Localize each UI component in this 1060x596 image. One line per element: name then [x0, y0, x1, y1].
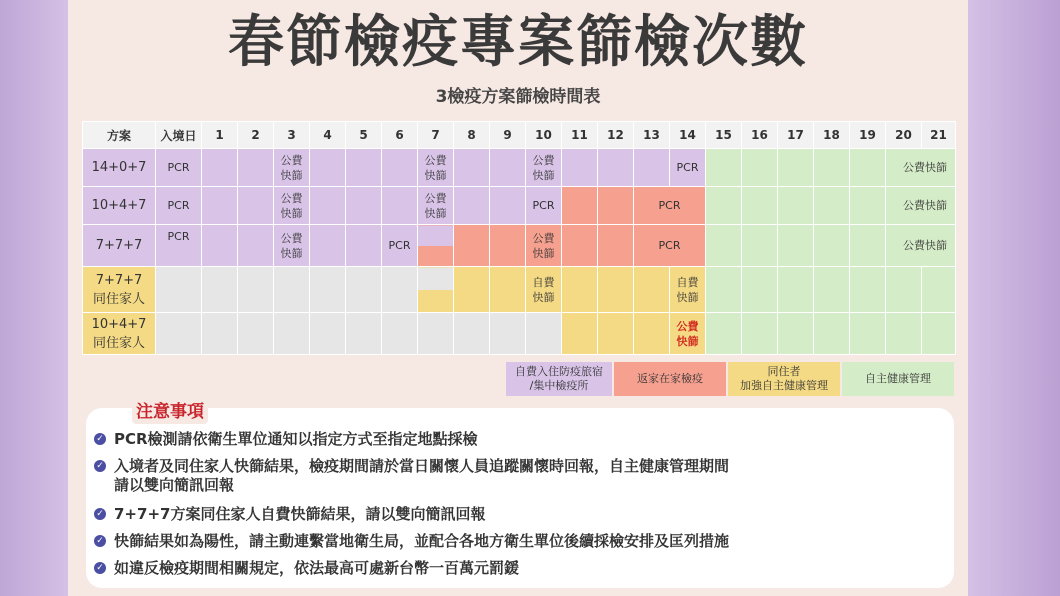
check-icon: ✓	[94, 433, 106, 445]
note-text: PCR檢測請依衛生單位通知以指定方式至指定地點採檢	[114, 430, 478, 448]
table-cell	[526, 149, 562, 187]
header-cell: 7	[418, 122, 454, 149]
legend-green-label: 自主健康管理	[865, 372, 931, 385]
table-cell-split	[418, 267, 454, 313]
public-label-2: 快篩	[676, 334, 699, 348]
legend-purple-line2: /集中檢疫所	[529, 379, 589, 392]
table-row	[83, 225, 956, 267]
table-cell	[850, 267, 886, 313]
table-cell	[742, 225, 778, 267]
table-cell	[156, 187, 202, 225]
self-label-2: 快篩	[676, 290, 699, 304]
note-text-cont: 請以雙向簡訊回報	[114, 476, 235, 494]
table-cell	[490, 225, 526, 267]
table-cell	[742, 267, 778, 313]
self-label-1: 自費	[532, 275, 555, 289]
public-label-1: 公費	[280, 153, 303, 167]
header-cell: 14	[670, 122, 706, 149]
table-cell	[346, 149, 382, 187]
public-label-full: 公費快篩	[903, 199, 947, 212]
table-cell	[706, 313, 742, 355]
table-cell	[490, 267, 526, 313]
table-cell	[850, 313, 886, 355]
table-cell	[778, 267, 814, 313]
table-cell	[742, 187, 778, 225]
right-background	[968, 0, 1060, 596]
table-cell	[346, 313, 382, 355]
table-cell	[742, 313, 778, 355]
table-cell	[634, 149, 670, 187]
table-cell	[814, 149, 850, 187]
table-cell	[562, 225, 598, 267]
poster	[68, 0, 968, 596]
table-cell	[706, 187, 742, 225]
table-cell	[526, 225, 562, 267]
legend-self-health	[842, 362, 954, 396]
public-label-2: 快篩	[280, 246, 303, 260]
self-label-2: 快篩	[532, 290, 555, 304]
table-cell	[562, 187, 598, 225]
table-cell	[238, 267, 274, 313]
header-cell: 1	[202, 122, 238, 149]
table-cell	[156, 267, 202, 313]
table-cell	[274, 267, 310, 313]
table-cell	[454, 149, 490, 187]
pcr-label: PCR	[658, 199, 681, 212]
table-cell	[454, 187, 490, 225]
public-label-1: 公費	[532, 231, 555, 245]
table-cell	[202, 313, 238, 355]
table-cell	[526, 313, 562, 355]
table-cell	[706, 225, 742, 267]
public-label-1: 公費	[424, 153, 447, 167]
public-label-2: 快篩	[424, 168, 447, 182]
note-item	[94, 532, 944, 551]
table-header-row	[83, 122, 956, 149]
row-label	[83, 313, 156, 355]
header-cell: 20	[886, 122, 922, 149]
table-cell	[922, 313, 956, 355]
table-cell	[202, 149, 238, 187]
pcr-label: PCR	[167, 161, 190, 174]
pcr-label: PCR	[167, 230, 190, 243]
pcr-label: PCR	[388, 239, 411, 252]
table-row	[83, 267, 956, 313]
header-cell: 6	[382, 122, 418, 149]
table-cell	[238, 225, 274, 267]
table-cell	[670, 267, 706, 313]
table-cell	[706, 267, 742, 313]
table-cell	[202, 187, 238, 225]
table-cell	[346, 267, 382, 313]
note-item	[94, 505, 944, 524]
pcr-label: PCR	[532, 199, 555, 212]
table-cell	[310, 187, 346, 225]
header-cell: 5	[346, 122, 382, 149]
table-cell	[382, 187, 418, 225]
table-cell	[598, 187, 634, 225]
table-cell	[490, 313, 526, 355]
legend-purple-line1: 自費入住防疫旅宿	[515, 365, 603, 378]
table-cell	[886, 267, 922, 313]
table-cell	[202, 267, 238, 313]
table-cell	[778, 313, 814, 355]
public-label-2: 快篩	[280, 206, 303, 220]
table-cell	[634, 267, 670, 313]
pcr-label: PCR	[167, 199, 190, 212]
note-text: 快篩結果如為陽性，請主動連繫當地衛生局，並配合各地方衛生單位後續採檢安排及匡列措施	[114, 532, 730, 550]
table-cell	[598, 149, 634, 187]
check-icon: ✓	[94, 562, 106, 574]
table-cell	[274, 149, 310, 187]
header-cell: 15	[706, 122, 742, 149]
header-cell: 17	[778, 122, 814, 149]
table-cell	[634, 225, 706, 267]
table-cell	[382, 313, 418, 355]
table-cell	[274, 313, 310, 355]
table-row	[83, 149, 956, 187]
table-cell	[382, 149, 418, 187]
table-cell	[814, 267, 850, 313]
table-cell	[778, 187, 814, 225]
row-label: 10+4+7	[83, 187, 156, 225]
table-cell	[238, 187, 274, 225]
table-cell	[238, 149, 274, 187]
table-cell	[274, 225, 310, 267]
public-label-2: 快篩	[280, 168, 303, 182]
table-cell	[346, 187, 382, 225]
page-title: 春節檢疫專案篩檢次數	[228, 10, 808, 75]
header-cell: 入境日	[156, 122, 202, 149]
row-label	[83, 267, 156, 313]
table-cell	[634, 187, 706, 225]
legend-cohabitant	[728, 362, 840, 396]
table-cell	[418, 187, 454, 225]
note-item	[94, 430, 944, 449]
table-cell	[598, 267, 634, 313]
table-cell	[670, 313, 706, 355]
table-cell	[310, 149, 346, 187]
public-label-1: 公費	[280, 191, 303, 205]
public-label-1: 公費	[280, 231, 303, 245]
public-label-1: 公費	[424, 191, 447, 205]
table-cell	[886, 225, 956, 267]
table-row	[83, 187, 956, 225]
table-cell	[886, 313, 922, 355]
legend-yellow-line2: 加強自主健康管理	[740, 379, 828, 392]
public-label-2: 快篩	[532, 246, 555, 260]
table-cell	[706, 149, 742, 187]
table-cell	[156, 313, 202, 355]
table-cell	[346, 225, 382, 267]
header-cell: 方案	[83, 122, 156, 149]
table-cell	[454, 267, 490, 313]
table-cell	[778, 225, 814, 267]
note-text: 入境者及同住家人快篩結果，檢疫期間請於當日關懷人員追蹤關懷時回報，自主健康管理期間	[114, 457, 730, 475]
header-cell: 12	[598, 122, 634, 149]
table-row	[83, 313, 956, 355]
table-cell	[310, 267, 346, 313]
table-cell	[490, 187, 526, 225]
left-background	[0, 0, 68, 596]
header-cell: 9	[490, 122, 526, 149]
table-cell	[274, 187, 310, 225]
notes-heading: 注意事項	[132, 400, 208, 424]
header-cell: 3	[274, 122, 310, 149]
table-cell	[562, 267, 598, 313]
table-cell	[310, 313, 346, 355]
row-label-line1: 7+7+7	[95, 272, 143, 288]
header-cell: 19	[850, 122, 886, 149]
check-icon: ✓	[94, 460, 106, 472]
row-label-line2: 同住家人	[92, 291, 145, 307]
table-cell	[156, 225, 202, 267]
legend-quarantine-hotel	[506, 362, 612, 396]
table-cell	[886, 187, 956, 225]
table-cell	[562, 149, 598, 187]
table-cell	[850, 149, 886, 187]
header-cell: 18	[814, 122, 850, 149]
table-cell	[310, 225, 346, 267]
table-cell	[886, 149, 956, 187]
table-cell	[526, 187, 562, 225]
table-cell	[922, 267, 956, 313]
table-cell	[742, 149, 778, 187]
table-cell	[598, 225, 634, 267]
notes-panel	[86, 402, 954, 588]
table-cell	[778, 149, 814, 187]
table-cell	[238, 313, 274, 355]
header-cell: 13	[634, 122, 670, 149]
table-cell	[598, 313, 634, 355]
table-cell	[418, 149, 454, 187]
public-label-full: 公費快篩	[903, 239, 947, 252]
header-cell: 16	[742, 122, 778, 149]
table-cell	[562, 313, 598, 355]
public-label-1: 公費	[676, 319, 699, 333]
row-label: 7+7+7	[83, 225, 156, 267]
legend-home-quarantine	[614, 362, 726, 396]
public-label-2: 快篩	[424, 206, 447, 220]
header-cell: 21	[922, 122, 956, 149]
table-cell	[670, 149, 706, 187]
row-label: 14+0+7	[83, 149, 156, 187]
note-text: 如違反檢疫期間相關規定，依法最高可處新台幣一百萬元罰鍰	[114, 559, 520, 577]
table-cell	[202, 225, 238, 267]
table-cell	[454, 225, 490, 267]
public-label-1: 公費	[532, 153, 555, 167]
header-cell: 10	[526, 122, 562, 149]
legend-red-label: 返家在家檢疫	[637, 372, 703, 385]
check-icon: ✓	[94, 508, 106, 520]
header-cell: 4	[310, 122, 346, 149]
row-label-line2: 同住家人	[92, 335, 145, 351]
table-cell	[814, 313, 850, 355]
public-label-full: 公費快篩	[903, 161, 947, 174]
pcr-label: PCR	[676, 161, 699, 174]
table-cell	[454, 313, 490, 355]
check-icon: ✓	[94, 535, 106, 547]
table-cell	[490, 149, 526, 187]
note-item	[94, 457, 944, 495]
note-text: 7+7+7方案同住家人自費快篩結果，請以雙向簡訊回報	[114, 505, 486, 523]
table-cell	[526, 267, 562, 313]
table-cell	[156, 149, 202, 187]
page-subtitle: 3檢疫方案篩檢時間表	[435, 87, 601, 107]
table-cell	[382, 225, 418, 267]
header-cell: 2	[238, 122, 274, 149]
table-cell	[850, 187, 886, 225]
self-label-1: 自費	[676, 275, 699, 289]
header-cell: 11	[562, 122, 598, 149]
table-cell	[850, 225, 886, 267]
row-label-line1: 10+4+7	[91, 316, 147, 332]
table-cell	[814, 187, 850, 225]
table-cell	[814, 225, 850, 267]
public-label-2: 快篩	[532, 168, 555, 182]
pcr-label: PCR	[658, 239, 681, 252]
legend-yellow-line1: 同住者	[767, 365, 801, 378]
note-item	[94, 559, 944, 578]
table-cell	[382, 267, 418, 313]
table-cell	[634, 313, 670, 355]
table-cell-split	[418, 225, 454, 267]
table-cell	[418, 313, 454, 355]
schedule-table	[82, 121, 956, 355]
header-cell: 8	[454, 122, 490, 149]
